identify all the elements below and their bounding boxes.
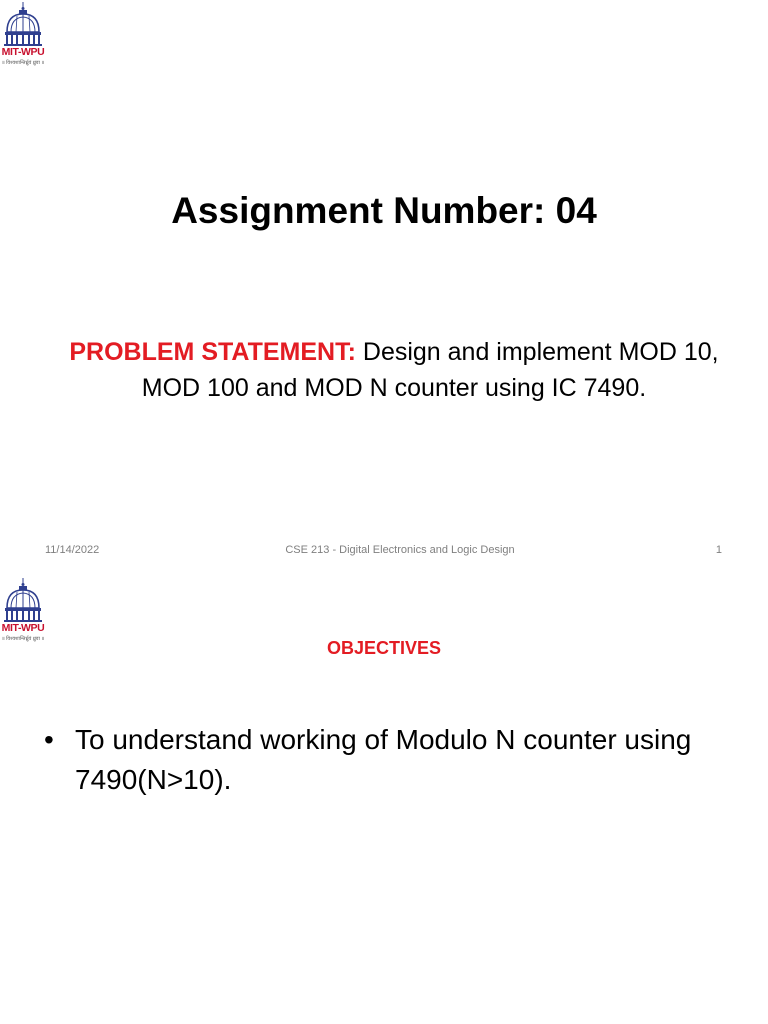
objectives-heading: OBJECTIVES	[326, 638, 442, 658]
footer-course	[0, 544, 768, 556]
mit-wpu-logo	[0, 0, 48, 70]
problem-statement-label: PROBLEM STATEMENT:	[69, 338, 356, 366]
slide-2	[0, 572, 768, 1024]
mit-wpu-logo	[0, 576, 48, 646]
slide-title: Assignment Number: 04	[171, 190, 597, 231]
list-item	[44, 720, 724, 800]
dome-icon	[0, 0, 46, 48]
bullet-icon: •	[44, 724, 54, 755]
logo-name: MIT-WPU	[1, 622, 45, 634]
problem-statement-text: Design and implement MOD 10, MOD 100 and MOD N counter using IC 7490.	[141, 338, 719, 402]
footer-date: 11/14/2022	[45, 544, 100, 556]
dome-icon	[0, 576, 46, 624]
problem-statement	[60, 334, 728, 406]
logo-tagline: ॥ विश्वशान्तिर्ध्रुवं ध्रुवा ॥	[1, 60, 45, 66]
footer-course-text: CSE 213 - Digital Electronics and Logic Design	[285, 544, 515, 556]
bullet-text: To understand working of Modulo N counter using 7490(N>10).	[75, 724, 692, 795]
logo-name: MIT-WPU	[1, 46, 45, 58]
objectives-list	[44, 720, 724, 800]
footer-page-number: 1	[715, 544, 722, 556]
logo-tagline: ॥ विश्वशान्तिर्ध्रुवं ध्रुवा ॥	[1, 636, 45, 642]
